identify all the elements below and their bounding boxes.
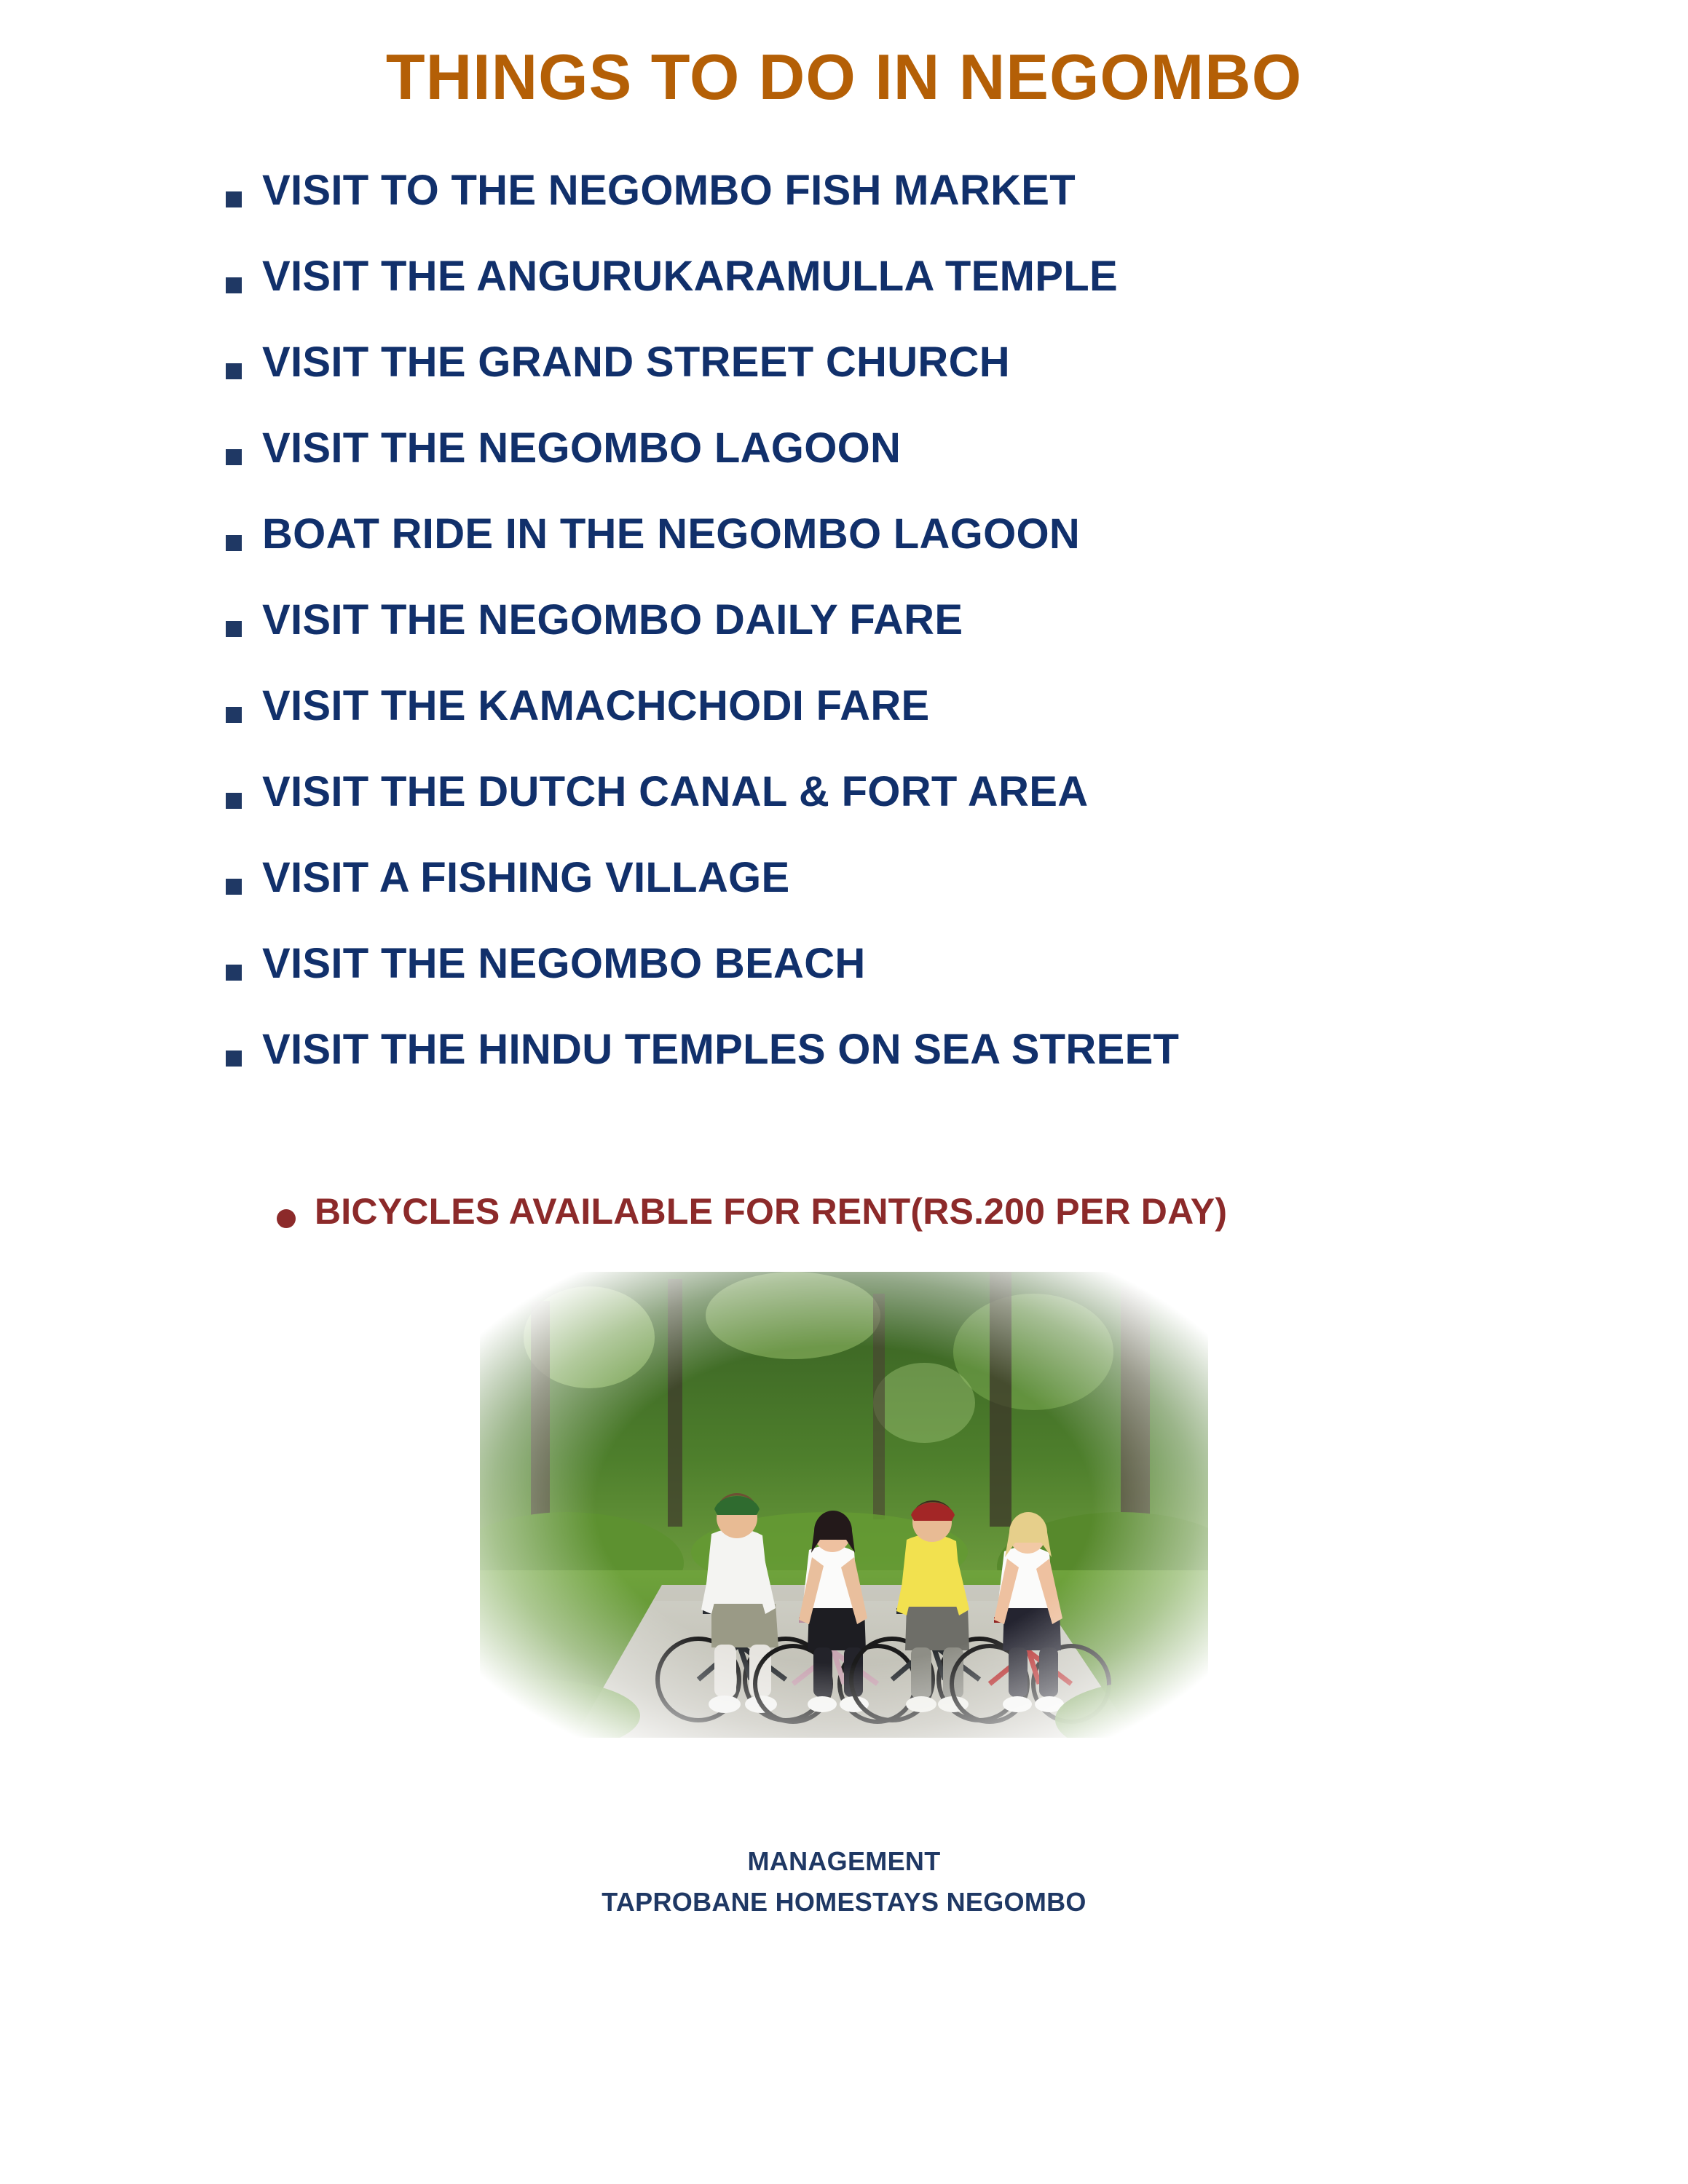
square-bullet-icon xyxy=(226,535,242,551)
activities-list xyxy=(0,166,1688,1115)
activity-label: VISIT TO THE NEGOMBO FISH MARKET xyxy=(262,166,1076,214)
square-bullet-icon xyxy=(226,191,242,207)
activity-label: VISIT A FISHING VILLAGE xyxy=(262,853,790,901)
bicycle-rent-label: BICYCLES AVAILABLE FOR RENT(RS.200 PER DAY) xyxy=(315,1190,1228,1232)
activity-label: VISIT THE NEGOMBO LAGOON xyxy=(262,424,902,472)
activity-label: VISIT THE GRAND STREET CHURCH xyxy=(262,338,1010,386)
square-bullet-icon xyxy=(226,793,242,809)
activity-label: VISIT THE KAMACHCHODI FARE xyxy=(262,681,930,729)
list-item xyxy=(226,424,1688,513)
activity-label: VISIT THE ANGURUKARAMULLA TEMPLE xyxy=(262,252,1118,300)
list-item xyxy=(226,166,1688,256)
square-bullet-icon xyxy=(226,449,242,465)
list-item xyxy=(226,1025,1688,1115)
activity-label: VISIT THE NEGOMBO BEACH xyxy=(262,939,866,987)
square-bullet-icon xyxy=(226,277,242,293)
list-item xyxy=(226,596,1688,685)
page-title: THINGS TO DO IN NEGOMBO xyxy=(385,41,1303,113)
list-item xyxy=(226,681,1688,771)
list-item xyxy=(226,767,1688,857)
footer-line-management: MANAGEMENT xyxy=(747,1845,941,1876)
footer xyxy=(0,1841,1688,1923)
list-item xyxy=(226,338,1688,427)
square-bullet-icon xyxy=(226,707,242,723)
square-bullet-icon xyxy=(226,363,242,379)
square-bullet-icon xyxy=(226,965,242,981)
footer-line-company: TAPROBANE HOMESTAYS NEGOMBO xyxy=(602,1886,1086,1917)
list-item xyxy=(226,853,1688,943)
activity-label: VISIT THE DUTCH CANAL & FORT AREA xyxy=(262,767,1089,815)
square-bullet-icon xyxy=(226,621,242,637)
square-bullet-icon xyxy=(226,879,242,895)
activity-label: VISIT THE HINDU TEMPLES ON SEA STREET xyxy=(262,1025,1180,1073)
bicycle-rent-note xyxy=(277,1190,1688,1233)
list-item xyxy=(226,252,1688,341)
list-item xyxy=(226,939,1688,1029)
activity-label: VISIT THE NEGOMBO DAILY FARE xyxy=(262,596,963,644)
four-cyclists-on-forest-path-photo xyxy=(480,1272,1208,1738)
photo-container xyxy=(480,1272,1208,1738)
activity-label: BOAT RIDE IN THE NEGOMBO LAGOON xyxy=(262,510,1081,558)
list-item xyxy=(226,510,1688,599)
round-bullet-icon xyxy=(277,1209,296,1228)
square-bullet-icon xyxy=(226,1051,242,1067)
